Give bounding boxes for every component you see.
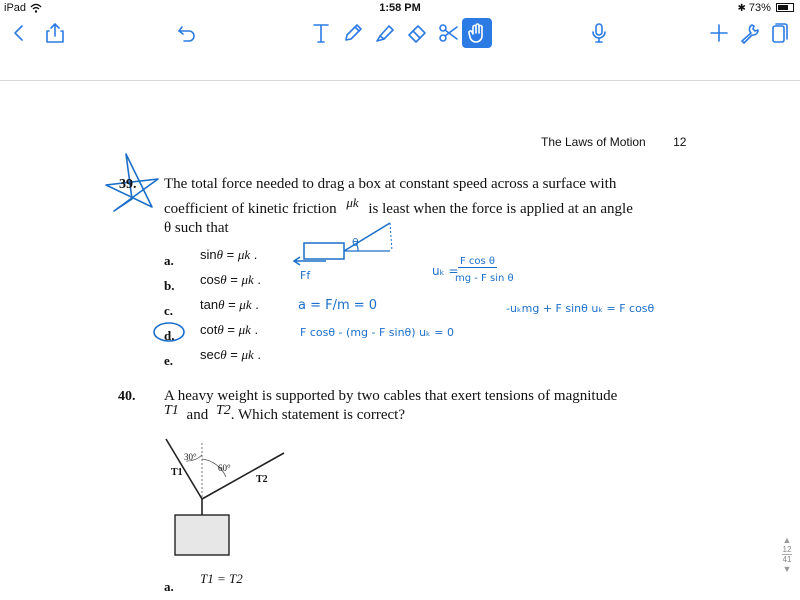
question-number-40: 40. (118, 389, 136, 404)
scroll-up-icon[interactable]: ▲ (782, 535, 792, 545)
option-c-letter: c. (164, 303, 174, 318)
angle-60-label: 60° (218, 463, 231, 473)
option-d-letter: d. (164, 328, 175, 343)
toolbar (0, 16, 800, 52)
t1-diagram-label: T1 (171, 467, 183, 478)
option-a[interactable]: sinθ = μk . (200, 247, 258, 262)
option-e[interactable]: secθ = μk . (200, 347, 261, 362)
option-a-func: sin (200, 247, 217, 262)
current-page: 12 (782, 545, 792, 554)
q40-line2 (164, 403, 406, 424)
document-page (0, 81, 800, 600)
mu-k-symbol: μk (346, 195, 359, 210)
t2-diagram-label: T2 (256, 474, 268, 485)
q40-option-a-letter: a. (164, 579, 174, 594)
hw-eq4: -uₖmg + F sinθ uₖ = F cosθ (506, 302, 655, 315)
battery-status (737, 2, 794, 14)
text-tool-icon[interactable] (306, 18, 336, 48)
undo-icon[interactable] (172, 18, 202, 48)
scroll-down-icon[interactable]: ▼ (782, 564, 792, 574)
hw-eq3: F cosθ - (mg - F sinθ) uₖ = 0 (300, 326, 454, 339)
bluetooth-icon: ✱ (737, 3, 746, 14)
eraser-icon[interactable] (402, 18, 432, 48)
option-a-letter: a. (164, 253, 174, 268)
cables-diagram (160, 433, 290, 561)
theta-label: θ (352, 236, 359, 249)
option-e-func: sec (200, 347, 221, 362)
page-header (541, 135, 686, 149)
t2-symbol: T2 (215, 403, 231, 418)
total-pages: 41 (782, 555, 792, 564)
option-c-rhs: μk (239, 297, 252, 312)
hw-eq2: a = F/m = 0 (298, 298, 378, 313)
option-d-func: cot (200, 322, 218, 337)
option-c[interactable]: tanθ = μk . (200, 297, 259, 312)
pages-icon[interactable] (764, 18, 794, 48)
chapter-title: The Laws of Motion (541, 135, 646, 149)
q40-line2b: . Which statement is correct? (230, 407, 406, 423)
battery-icon (776, 3, 794, 12)
hand-icon[interactable] (462, 18, 492, 48)
pen-icon[interactable] (338, 18, 368, 48)
page-number: 12 (673, 135, 687, 149)
q39-line2b: is least when the force is applied at an angle (368, 201, 633, 217)
option-b-rhs: μk (241, 272, 254, 287)
angle-30-label: 30° (184, 452, 197, 462)
hw-eq1-top: F cos θ (460, 256, 496, 267)
highlighter-icon[interactable] (370, 18, 400, 48)
q40-and: and (186, 407, 209, 423)
wrench-icon[interactable] (734, 18, 764, 48)
q39-line1: The total force needed to drag a box at constant speed across a surface with (164, 176, 617, 192)
hw-eq1-bottom: mg - F sin θ (455, 273, 514, 284)
microphone-icon[interactable] (584, 18, 614, 48)
option-e-letter: e. (164, 353, 174, 368)
q39-line2a: coefficient of kinetic friction (164, 201, 337, 217)
back-icon[interactable] (4, 18, 34, 48)
status-bar (0, 0, 800, 16)
q39-line3: θ such that (164, 220, 229, 236)
option-a-rhs: μk (237, 247, 251, 262)
battery-percent: 73% (748, 2, 771, 14)
option-d-rhs: μk (238, 322, 251, 337)
t1-symbol: T1 (164, 403, 179, 418)
question-number-39: 39. (119, 177, 137, 192)
option-b-letter: b. (164, 278, 175, 293)
friction-label: Ff (300, 269, 311, 282)
q39-line2 (164, 195, 633, 218)
scissors-icon[interactable] (434, 18, 464, 48)
sub-toolbar (0, 52, 800, 81)
page-scroll-indicator[interactable] (780, 535, 794, 579)
clock: 1:58 PM (379, 2, 421, 14)
hw-eq1-lhs: uₖ = (432, 264, 459, 278)
device-label: iPad (4, 2, 27, 14)
option-c-func: tan (200, 297, 219, 312)
option-b-func: cos (200, 272, 221, 287)
share-icon[interactable] (40, 18, 70, 48)
q40-line1: A heavy weight is supported by two cables that exert tensions of magnitude (164, 388, 618, 404)
option-b[interactable]: cosθ = μk . (200, 272, 261, 287)
q40-option-a[interactable]: T1 = T2 (200, 571, 243, 586)
option-e-rhs: μk (241, 347, 254, 362)
add-icon[interactable] (704, 18, 734, 48)
option-d[interactable]: cotθ = μk . (200, 322, 259, 337)
